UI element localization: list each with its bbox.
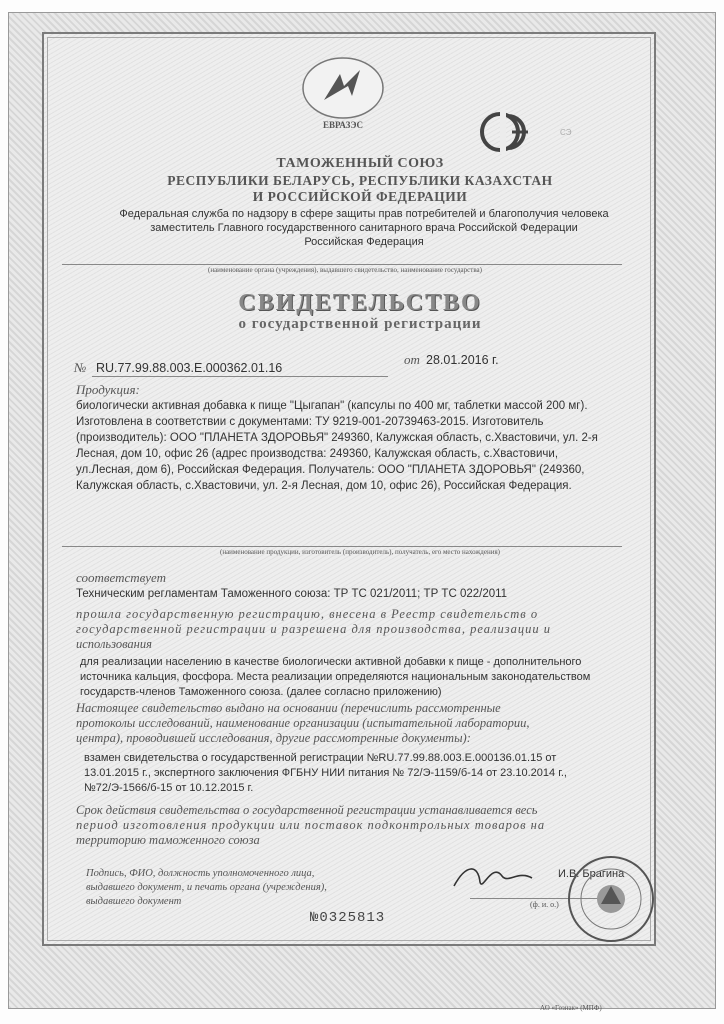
number-underline xyxy=(92,376,388,377)
union-title: ТАМОЖЕННЫЙ СОЮЗ xyxy=(276,156,444,171)
registration-number: RU.77.99.88.003.E.000362.01.16 xyxy=(96,361,283,375)
eurasec-emblem xyxy=(296,56,390,122)
product-label: Продукция: xyxy=(76,382,140,397)
mark-text: СЭ xyxy=(560,128,572,137)
product-caption: (наименование продукции, изготовитель (производитель), получатель, его место нахождения) xyxy=(220,548,500,556)
validity-line: период изготовления продукции или поставок подконтрольных товаров на xyxy=(76,818,546,832)
signature-caption: выдавшего документ xyxy=(86,896,182,907)
usage-line: государств-членов Таможенного союза. (далее согласно приложению) xyxy=(80,686,442,698)
signature-caption: выдавшего документ, и печать органа (учреждения), xyxy=(86,882,327,893)
authority-caption: (наименование органа (учреждения), выдавшего свидетельство, наименование государства) xyxy=(208,266,482,274)
basis-detail: 13.01.2015 г., экспертного заключения ФГБНУ НИИ питания № 72/Э-1159/б-14 от 23.10.2014 г., xyxy=(84,767,567,779)
registry-line: государственной регистрации и разрешена для производства, реализации и xyxy=(76,622,551,636)
validity-line: Срок действия свидетельства о государственной регистрации устанавливается весь xyxy=(76,803,538,817)
official-seal-icon xyxy=(566,854,656,944)
name-caption: (ф. и. о.) xyxy=(530,900,559,909)
product-line: (производитель): ООО "ПЛАНЕТА ЗДОРОВЬЯ" 249360, Калужская область, с.Хвастовичи, ул. 2-я xyxy=(76,432,598,444)
compliance-text: Техническим регламентам Таможенного союза: ТР ТС 021/2011; ТР ТС 022/2011 xyxy=(76,588,508,600)
states-line-1: РЕСПУБЛИКИ БЕЛАРУСЬ, РЕСПУБЛИКИ КАЗАХСТАН xyxy=(167,173,553,188)
basis-line: центра), проводившей исследования, другие рассмотренные документы): xyxy=(76,731,471,745)
form-number: №0325813 xyxy=(310,910,386,926)
date-label: от xyxy=(404,352,420,367)
usage-line: источника кальция, фосфора. Места реализации определяются национальным законодательством xyxy=(80,671,591,683)
registry-line: использования xyxy=(76,637,152,651)
registration-date: 28.01.2016 г. xyxy=(426,353,499,367)
validity-line: территорию таможенного союза xyxy=(76,833,260,847)
product-line: Изготовлена в соответствии с документами: ТУ 9219-001-20739463-2015. Изготовитель xyxy=(76,416,544,428)
certificate-title: СВИДЕТЕЛЬСТВО xyxy=(238,290,482,316)
authority-line-2: заместитель Главного государственного санитарного врача Российской Федерации xyxy=(150,222,578,234)
handwritten-signature xyxy=(448,856,538,896)
product-line: Лесная, дом 10, офис 26 (адрес производства: 249360, Калужская область, с.Хвастовичи, xyxy=(76,448,559,460)
basis-detail: №72/Э-1566/б-15 от 10.12.2015 г. xyxy=(84,782,254,794)
product-underline xyxy=(62,546,622,547)
usage-line: для реализации населению в качестве биологически активной добавки к пище - дополнительного xyxy=(80,656,582,668)
basis-line: протоколы исследований, наименование организации (испытательной лаборатории, xyxy=(76,716,530,730)
certificate-subtitle: о государственной регистрации xyxy=(238,316,482,332)
product-line: ул.Лесная, дом 6), Российская Федерация. Получатель: ООО "ПЛАНЕТА ЗДОРОВЬЯ" (249360, xyxy=(76,464,585,476)
compliance-label: соответствует xyxy=(76,570,167,585)
printer-imprint: АО «Гознак» (МПФ) xyxy=(540,1004,602,1012)
product-line: Калужская область, с.Хвастовичи, ул. 2-я Лесная, дом 10, офис 26), Российская Федерация. xyxy=(76,480,572,492)
emblem-label: ЕВРАЗЭС xyxy=(323,120,363,130)
signature-caption: Подпись, ФИО, должность уполномоченного лица, xyxy=(86,868,315,879)
basis-detail: взамен свидетельства о государственной регистрации №RU.77.99.88.003.E.000136.01.15 от xyxy=(84,752,557,764)
signatory-name: И.В. Брагина xyxy=(558,868,625,880)
authority-line-3: Российская Федерация xyxy=(304,236,424,248)
product-line: биологически активная добавка к пище "Цыгапан" (капсулы по 400 мг, таблетки массой 200 мг). xyxy=(76,400,588,412)
number-label: № xyxy=(74,360,87,375)
authority-line-1: Федеральная служба по надзору в сфере защиты прав потребителей и благополучия человека xyxy=(119,208,609,220)
states-line-2: И РОССИЙСКОЙ ФЕДЕРАЦИИ xyxy=(252,189,468,204)
authority-underline xyxy=(62,264,622,265)
conformity-mark-icon xyxy=(478,110,548,154)
basis-line: Настоящее свидетельство выдано на основании (перечислить рассмотренные xyxy=(76,701,501,715)
emblem-icon xyxy=(296,56,390,122)
registry-line: прошла государственную регистрацию, внесена в Реестр свидетельств о xyxy=(76,607,539,621)
